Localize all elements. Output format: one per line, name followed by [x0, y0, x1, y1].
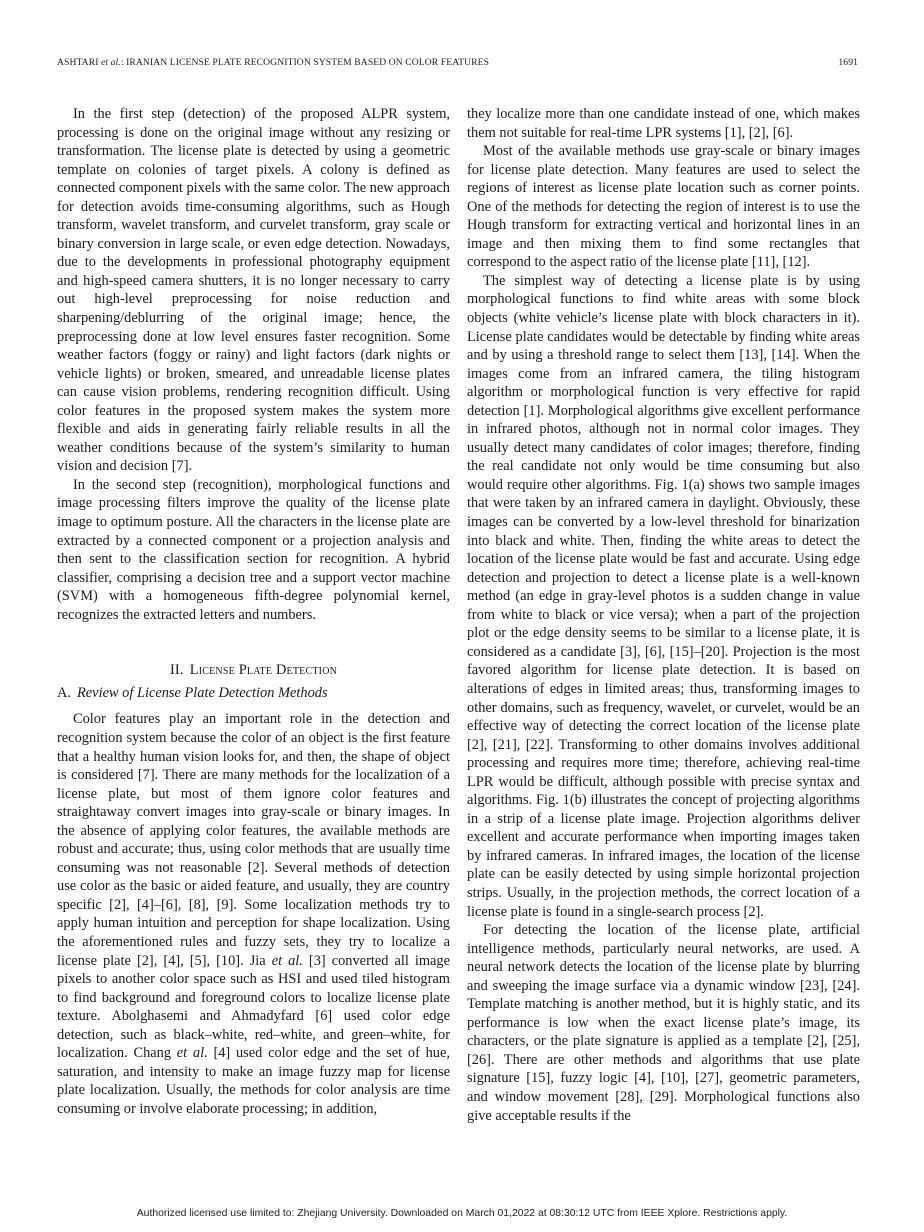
section-number: II.: [169, 662, 184, 679]
subsection-heading: [57, 684, 450, 703]
subsection-number: A.: [57, 684, 71, 701]
running-header: [57, 57, 858, 68]
paragraph-grayscale-methods: Most of the available methods use gray-scale or binary images for license plate detection. Many features are used to select the regions of interest as license plate location such as corner points. One of the methods for detecting the region of interest is to use the Hough transform for extracting vertical and horizontal lines in an image and then mixing them to find some rectangles that correspond to the aspect ratio of the license plate [11], [12].: [467, 143, 860, 271]
section-heading: [57, 661, 450, 680]
subsection-title: Review of License Plate Detection Methods: [77, 684, 328, 701]
paragraph-ai-methods: For detecting the location of the license plate, artificial intelligence methods, particularly neural networks, are used. A neural network detects the location of the license plate by blurring and sweeping the image surface via a dynamic window [23], [24]. Template matching is another method, but it is highly static, and its performance is low when the exact license plate’s image, its characters, or the plate signature is applied as a template [2], [25], [26]. There are other methods and algorithms that use plate signature [15], fuzzy logic [4], [10], [27], geometric parameters, and window movement [28], [29]. Morphological functions also give acceptable results if the: [467, 922, 860, 1124]
paragraph-detection-step: In the first step (detection) of the proposed ALPR system, processing is done on the original image without any resizing or transformation. The license plate is detected by using a geometric template on colonies of target pixels. A colony is defined as connected component pixels with the same color. The new approach for detection avoids time-consuming algorithms, such as Hough transform, wavelet transform, and curvelet transform, gray scale or binary conversion in large scale, or even edge detection. Nowadays, due to the developments in professional photography equipment and high-speed camera shutters, it is no longer necessary to carry out high-level preprocessing for noise reduction and sharpening/deblurring of the original image; hence, the preprocessing done at low level ensures faster recognition. Some weather factors (foggy or rainy) and light factors (dark nights or vehicle lights) or broken, smeared, and unreadable license plates can cause vision problems, rendering recognition difficult. Using color features in the proposed system makes the system more flexible and aids in generating fairly reliable results in all the weather conditions because of the system’s similarity to human vision and decision [7].: [57, 106, 450, 475]
license-footer: Authorized licensed use limited to: Zhejiang University. Downloaded on March 01,2022 at 08:30:12 UTC from IEEE Xplore. Restrictions apply.: [136, 1208, 788, 1219]
section-title: License Plate Detection: [189, 662, 338, 679]
left-column: [57, 105, 450, 1118]
paragraph-continued: they localize more than one candidate instead of one, which makes them not suitable for real-time LPR systems [1], [2], [6].: [467, 106, 860, 141]
paragraph-color-features: Color features play an important role in the detection and recognition system because the color of an object is the first feature that a healthy human vision looks for, and then, the shape of object is considered [7]. There are many methods for the localization of a license plate, but most of them ignore color features and straightaway convert images into gray-scale or binary images. In the absence of applying color features, the available methods are robust and accurate; thus, using color methods that are usually time consuming was not reasonable [2]. Several methods of detection use color as the basic or aided feature, and usually, they are country specific [2], [4]–[6], [8], [9]. Some localization methods try to apply human intuition and perception for shape localization. Using the aforementioned rules and fuzzy sets, they try to localize a license plate [2], [4], [5], [10]. Jia et al. [3] converted all image pixels to another color space such as HSI and used tiled histogram to find background and foreground colors to localize license plate texture. Abolghasemi and Ahmadyfard [6] used color edge detection, such as black–white, red–white, and green–white, for localization. Chang et al. [4] used color edge and the set of hue, saturation, and intensity to make an image fuzzy map for license plate localization. Usually, the methods for color analysis are time consuming or involve elaborate processing; in addition,: [57, 711, 451, 1117]
running-title: ASHTARI et al.: IRANIAN LICENSE PLATE RECOGNITION SYSTEM BASED ON COLOR FEATURES: [57, 57, 490, 68]
paragraph-morphological-methods: The simplest way of detecting a license plate is by using morphological functions to find white areas with some block objects (white vehicle’s license plate with block characters in it). License plate candidates would be detectable by finding white areas and by using a threshold range to select them [13], [14]. When the images come from an infrared camera, the tiling histogram algorithm or morphological function is very effective for rapid detection [1]. Morphological algorithms give excellent performance in infrared photos, although not in normal color images. They usually detect many candidates of color images; therefore, finding the real candidate not only would be time consuming but also would require other algorithms. Fig. 1(a) shows two sample images that were taken by an infrared camera in daylight. Obviously, these images can be converted by a low-level threshold for binarization into black and white. Then, finding the white areas to detect the location of the license plate would be fast and accurate. Using edge detection and projection to detect a license plate is a well-known method (an edge in gray-level photos is a sudden change in value from white to black or vice versa); when a part of the projection plot or the edge density seems to be similar to a license plate, it is considered as a candidate [3], [6], [15]–[20]. Projection is the most favored algorithm for license plate detection. It is based on alterations of edges in limited areas; thus, transforming images to other domains, such as frequency, wavelet, or curvelet, would be an effective way of detecting the correct location of the license plate [2], [21], [22]. Transforming to other domains involves additional processing and requires more time; therefore, achieving real-time LPR would be difficult, although possible with precise syntax and algorithms. Fig. 1(b) illustrates the concept of projecting algorithms in a strip of a license plate image. Projection algorithms deliver excellent and accurate performance when importing images taken by infrared cameras. In infrared images, the location of the license plate can be easily detected by using simple horizontal projection strips. Usually, in the projection methods, the correct location of a license plate is found in a single-search process [2].: [467, 272, 860, 920]
paragraph-recognition-step: In the second step (recognition), morphological functions and image processing filters improve the quality of the license plate image to optimum posture. All the characters in the license plate are extracted by a connected component or a projection analysis and then sent to the classification section for recognition. A hybrid classifier, comprising a decision tree and a support vector machine (SVM) with a homogeneous fifth-degree polynomial kernel, recognizes the extracted letters and numbers.: [57, 476, 450, 623]
right-column: [467, 105, 860, 1125]
page-number: 1691: [838, 57, 858, 68]
